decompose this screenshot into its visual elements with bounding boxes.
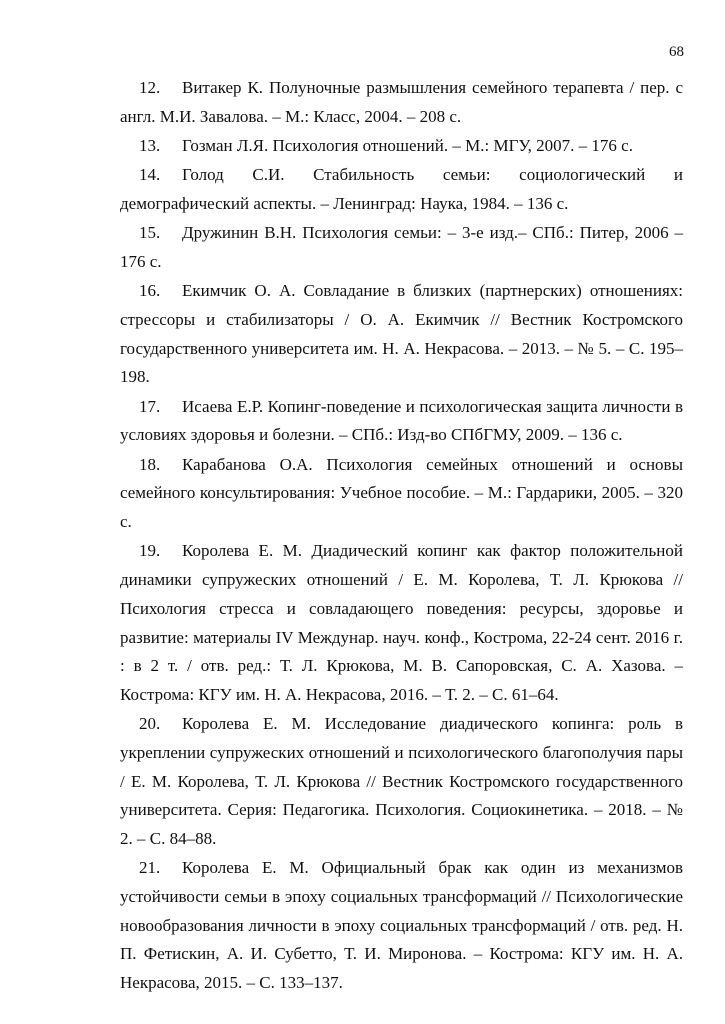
reference-text: Гозман Л.Я. Психология отношений. – М.: МГУ, 2007. – 176 с. [182, 136, 633, 155]
reference-number: 20. [139, 714, 161, 734]
reference-number: 12. [139, 78, 161, 97]
reference-text: Королева Е. М. Диадический копинг как фактор положительной динамики супружеских отношений / Е. М. Королева, Т. Л. Крюкова // Психология стресса и совладающего поведения: ресурсы, здоровье и развитие: материалы IV Междунар. науч. конф., Кострома, 22-24 сент. 2016 г. : в 2 т. / отв. ред.: Т. Л. Крюкова, М. В. Сапоровская, С. А. Хазова. – Кострома: КГУ им. Н. А. Некрасова, 2016. – Т. 2. – С. 61–64. [120, 541, 683, 704]
reference-text: Голод С.И. Стабильность семьи: социологический и демографический аспекты. – Ленинград: Наука, 1984. – 136 с. [120, 165, 683, 213]
reference-number: 19. [139, 541, 161, 561]
reference-item [120, 132, 683, 161]
reference-list [120, 74, 683, 998]
reference-number: 14. [139, 165, 161, 185]
reference-item [120, 854, 683, 998]
reference-item [120, 161, 683, 218]
reference-item [120, 219, 683, 276]
reference-text: Королева Е. М. Исследование диадического копинга: роль в укреплении супружеских отношений и психологического благополучия пары / Е. М. Королева, Т. Л. Крюкова // Вестник Костромского государственного университета. Серия: Педагогика. Психология. Социокинетика. – 2018. – № 2. – С. 84–88. [120, 714, 683, 849]
reference-text: Витакер К. Полуночные размышления семейного терапевта / пер. с англ. М.И. Завалова. – М.: Класс, 2004. – 208 с. [120, 78, 683, 126]
reference-text: Дружинин В.Н. Психология семьи: – 3-е изд.– СПб.: Питер, 2006 – 176 с. [120, 223, 683, 271]
reference-text: Королева Е. М. Официальный брак как один из механизмов устойчивости семьи в эпоху социальных трансформаций // Психологические новообразования личности в эпоху социальных трансформаций / отв. ред. Н. П. Фетискин, А. И. Субетто, Т. И. Миронова. – Кострома: КГУ им. Н. А. Некрасова, 2015. – С. 133–137. [120, 858, 683, 993]
reference-item [120, 710, 683, 854]
reference-item [120, 451, 683, 537]
reference-item [120, 393, 683, 450]
page-number: 68 [669, 44, 684, 60]
reference-number: 13. [139, 136, 161, 155]
reference-number: 21. [139, 858, 161, 878]
reference-number: 18. [139, 454, 161, 474]
reference-item [120, 537, 683, 709]
reference-text: Карабанова О.А. Психология семейных отношений и основы семейного консультирования: Учебное пособие. – М.: Гардарики, 2005. – 320 с. [120, 454, 683, 532]
reference-text: Исаева Е.Р. Копинг-поведение и психологическая защита личности в условиях здоровья и болезни. – СПб.: Изд-во СПбГМУ, 2009. – 136 с. [120, 396, 683, 445]
reference-item [120, 277, 683, 392]
reference-number: 17. [139, 396, 161, 416]
reference-number: 15. [139, 223, 161, 243]
reference-number: 16. [139, 281, 161, 301]
reference-item [120, 74, 683, 131]
reference-text: Екимчик О. А. Совладание в близких (партнерских) отношениях: стрессоры и стабилизаторы / О. А. Екимчик // Вестник Костромского государственного университета им. Н. А. Некрасова. – 2013. – № 5. – С. 195–198. [120, 281, 683, 387]
